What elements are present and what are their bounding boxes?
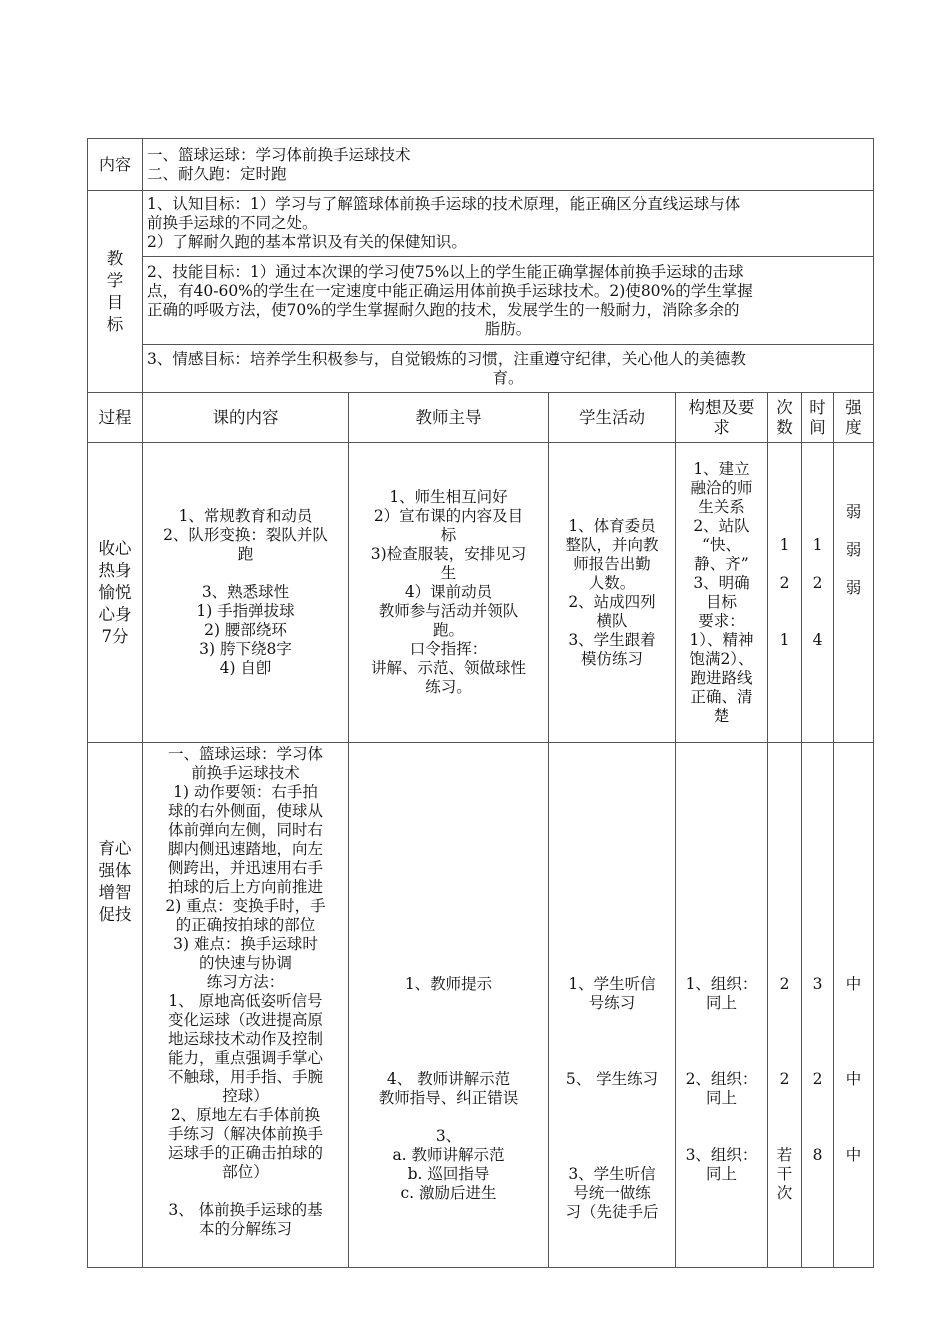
spacer [353, 994, 544, 1051]
content-label: 内容 [88, 139, 143, 191]
goals-label-char: 教 [106, 248, 124, 268]
duration-value: 2 [812, 573, 823, 592]
warmup-student [549, 443, 676, 743]
warmup-duration [802, 443, 834, 743]
warmup-content [143, 443, 349, 743]
lesson-plan-table [87, 138, 874, 1268]
idea-line: 1、建立 [693, 459, 750, 478]
teacher-line: 练习。 [425, 678, 472, 696]
duration-value: 4 [812, 630, 823, 649]
student-line: 2、站成四列 [568, 592, 656, 611]
header-times [768, 393, 802, 443]
goal-skill [143, 257, 874, 345]
header-duration-char: 间 [809, 417, 826, 437]
teacher-line: 4、 教师讲解示范 [386, 1070, 511, 1088]
student-line: 师报告出勤 [573, 554, 651, 573]
content-line: 3、熟悉球性 [201, 583, 290, 601]
idea-line: 静、齐” [694, 554, 749, 573]
teacher-line: b. 巡回指导 [407, 1165, 490, 1183]
teacher-line: 讲解、示范、领做球性 [370, 659, 526, 677]
teacher-line: 3)检查服装，安排见习 [370, 545, 527, 563]
spacer [806, 1089, 829, 1146]
content-line: 一、篮球运球：学习体 [167, 745, 323, 763]
header-idea [676, 393, 768, 443]
teacher-line: 2）宣布课的内容及目 [373, 507, 524, 525]
content-line: 本的分解练习 [198, 1220, 292, 1238]
idea-line: 2、组织： [685, 1070, 758, 1088]
warmup-teacher [349, 443, 549, 743]
header-process: 过程 [88, 393, 143, 443]
idea-line: 跑进路线 [690, 668, 753, 687]
teacher-line: 教师参与活动并领队 [378, 602, 519, 620]
process-line: 育心 [98, 839, 132, 858]
main-duration [802, 743, 834, 1268]
teacher-line: 教师指导、纠正错误 [378, 1089, 519, 1107]
content-line: 拍球的后上方向前推进 [167, 878, 323, 896]
content-line: 2、原地左右手体前换 [170, 1106, 321, 1124]
header-idea-line: 构想及要 [688, 397, 755, 417]
student-line: 1、体育委员 [568, 516, 656, 535]
student-line: 3、学生跟着 [568, 630, 656, 649]
student-line: 人数。 [588, 573, 636, 592]
main-process [88, 743, 143, 1268]
goals-label-char: 标 [106, 314, 124, 334]
spacer [553, 1146, 671, 1165]
content-line: 运球手的正确击拍球的 [167, 1144, 323, 1162]
times-value: 2 [779, 1070, 790, 1088]
spacer [838, 1051, 869, 1070]
content-line: 3) 胯下绕8字 [199, 640, 292, 658]
header-idea-line: 求 [713, 417, 730, 437]
idea-line: 1）、精神 [689, 630, 754, 649]
spacer [353, 1108, 544, 1127]
idea-line: 3、明确 [693, 573, 750, 592]
content-line: 的正确按拍球的部位 [175, 916, 316, 934]
student-line: 号练习 [588, 994, 636, 1012]
content-line: 的快速与协调 [198, 954, 292, 972]
goal-affective [143, 345, 874, 393]
goal-line: 点，有40-60%的学生在一定速度中能正确运用体前换手运球技术。2)使80%的学生掌握 [147, 281, 753, 300]
header-duration-char: 时 [809, 397, 826, 417]
content-line: 跑 [237, 545, 254, 563]
spacer [772, 1051, 797, 1070]
idea-line: 1、组织： [685, 975, 758, 993]
spacer [772, 593, 797, 631]
idea-line: 2、站队 [693, 516, 750, 535]
warmup-intensity [834, 443, 874, 743]
teacher-line: 1、师生相互问好 [389, 488, 508, 506]
content-line: 1、 原地高低姿听信号 [168, 992, 323, 1010]
goals-label-char: 目 [106, 292, 124, 312]
warmup-idea [676, 443, 768, 743]
teacher-line: 1、教师提示 [404, 975, 493, 993]
content-line: 脚内侧迅速踏地，向左 [167, 840, 323, 858]
spacer [772, 994, 797, 1051]
idea-line: 目标 [705, 592, 737, 611]
content-line: 体前弹向左侧，同时右 [167, 821, 323, 839]
spacer [680, 1108, 763, 1146]
content-line: 不触球，用手指、手腕 [167, 1068, 323, 1086]
content-line: 二、耐久跑：定时跑 [147, 164, 287, 183]
content-line: 侧跨出，并迅速用右手 [167, 859, 323, 877]
content-line: 练习方法： [206, 973, 285, 991]
header-times-char: 数 [776, 417, 793, 437]
times-value: 次 [776, 1184, 793, 1202]
spacer [353, 1051, 544, 1070]
times-value: 2 [779, 975, 790, 993]
process-line: 强体 [98, 861, 132, 880]
duration-value: 8 [812, 1146, 823, 1164]
content-line: 地运球技术动作及控制 [167, 1030, 323, 1048]
teacher-line: a. 教师讲解示范 [392, 1146, 505, 1164]
content-line: 部位） [222, 1163, 269, 1181]
spacer [806, 1051, 829, 1070]
header-duration [802, 393, 834, 443]
idea-line: 同上 [705, 994, 737, 1012]
header-intensity-char: 强 [845, 397, 862, 417]
idea-line: 生关系 [698, 497, 745, 516]
teacher-line: c. 激励后进生 [400, 1184, 497, 1202]
process-line: 愉悦 [98, 582, 132, 602]
idea-line: 要求： [698, 611, 745, 630]
times-value: 1 [779, 535, 790, 554]
header-times-char: 次 [776, 397, 793, 417]
times-value: 干 [776, 1165, 793, 1183]
header-intensity-char: 度 [845, 417, 862, 437]
content-line: 控球） [222, 1087, 269, 1105]
main-content [143, 743, 349, 1268]
process-line: 热身 [98, 560, 132, 580]
duration-value: 3 [812, 975, 823, 993]
main-intensity [834, 743, 874, 1268]
student-line: 习（先徒手后 [565, 1203, 659, 1221]
goal-cognitive [143, 191, 874, 257]
intensity-value: 中 [845, 1070, 862, 1088]
idea-line: “快、 [702, 535, 741, 554]
process-line: 7分 [101, 626, 129, 646]
teacher-line: 生 [440, 564, 457, 582]
spacer [147, 564, 344, 583]
teacher-line: 跑。 [432, 621, 464, 639]
process-line: 心身 [98, 604, 132, 624]
content-line: 3) 难点：换手运球时 [173, 935, 318, 953]
goals-label [88, 191, 143, 393]
main-times [768, 743, 802, 1268]
times-value: 若 [776, 1146, 793, 1164]
spacer [553, 1089, 671, 1146]
spacer [838, 994, 869, 1051]
student-line: 号统一做练 [573, 1184, 651, 1202]
intensity-value: 弱 [845, 541, 862, 559]
idea-line: 楚 [713, 706, 730, 725]
goal-line: 3、情感目标：培养学生积极参与，自觉锻炼的习惯，注重遵守纪律，关心他人的美德教 [147, 349, 746, 368]
student-line: 1、学生听信 [568, 975, 656, 993]
content-line: 2) 腰部绕环 [204, 621, 287, 639]
spacer [553, 1013, 671, 1070]
main-student [549, 743, 676, 1268]
idea-line: 融洽的师 [690, 478, 753, 497]
student-line: 整队，并向教 [565, 535, 659, 554]
times-value: 1 [779, 630, 790, 649]
main-teacher [349, 743, 549, 1268]
intensity-value: 弱 [845, 579, 862, 597]
spacer [680, 1013, 763, 1070]
process-line: 增智 [98, 883, 132, 902]
duration-value: 1 [812, 535, 823, 554]
header-row [88, 393, 874, 443]
header-student: 学生活动 [549, 393, 676, 443]
content-line: 手练习（解决体前换手 [167, 1125, 323, 1143]
goal-line: 正确的呼吸方法，使70%的学生掌握耐久跑的技术，发展学生的一般耐力，消除多余的 [147, 300, 740, 319]
content-row [88, 139, 874, 191]
student-line: 横队 [596, 611, 628, 630]
student-line: 模仿练习 [580, 649, 643, 668]
warmup-times [768, 443, 802, 743]
duration-value: 2 [812, 1070, 823, 1088]
content-line: 4) 自卽 [219, 659, 272, 677]
content-line: 能力，重点强调手掌心 [167, 1049, 323, 1067]
process-line: 收心 [98, 538, 132, 558]
content-line: 1、常规教育和动员 [178, 507, 313, 525]
intensity-value: 弱 [845, 503, 862, 521]
idea-line: 正确、清 [690, 687, 753, 706]
content-line: 2、队形变换：裂队并队 [163, 526, 328, 544]
header-teacher: 教师主导 [349, 393, 549, 443]
content-line: 变化运球（改进提高原 [167, 1011, 323, 1029]
content-line: 1) 动作要领：右手拍 [173, 783, 318, 801]
spacer [838, 522, 869, 541]
goal-row-affective [88, 345, 874, 393]
spacer [806, 555, 829, 574]
spacer [772, 555, 797, 574]
spacer [838, 1089, 869, 1146]
goal-line: 前换手运球的不同之处。 [147, 214, 318, 232]
intensity-value: 中 [845, 975, 862, 993]
idea-line: 同上 [705, 1089, 737, 1107]
goals-label-char: 学 [106, 270, 124, 290]
teacher-line: 3、 [435, 1127, 462, 1145]
student-line: 3、学生听信 [568, 1165, 656, 1183]
spacer [147, 1182, 344, 1201]
content-line: 球的右外侧面，使球从 [167, 802, 323, 820]
goal-line: 1、认知目标：1）学习与了解篮球体前换手运球的技术原理，能正确区分直线运球与体 [147, 195, 741, 213]
content-line: 一、篮球运球：学习体前换手运球技术 [147, 145, 411, 164]
content-text [143, 139, 874, 191]
content-line: 1) 手指弹拔球 [196, 602, 295, 620]
spacer [772, 1089, 797, 1146]
goal-row-skill [88, 257, 874, 345]
content-line: 2) 重点：变换手时，手 [165, 897, 326, 915]
goal-line: 2）了解耐久跑的基本常识及有关的保健知识。 [147, 233, 467, 251]
intensity-value: 中 [845, 1146, 862, 1164]
content-line: 前换手运球技术 [191, 764, 300, 782]
times-value: 2 [779, 573, 790, 592]
goal-line: 育。 [492, 368, 524, 387]
teacher-line: 口令指挥： [409, 640, 488, 658]
student-line: 5、 学生练习 [565, 1070, 659, 1088]
spacer [806, 994, 829, 1051]
main-idea [676, 743, 768, 1268]
spacer [806, 593, 829, 631]
idea-line: 饱满2）、 [689, 649, 754, 668]
header-intensity [834, 393, 874, 443]
idea-line: 同上 [705, 1165, 737, 1183]
goal-row-cognitive [88, 191, 874, 257]
teacher-line: 4）课前动员 [404, 583, 493, 601]
goal-line: 脂肪。 [484, 319, 532, 338]
main-row [88, 743, 874, 1268]
warmup-process [88, 443, 143, 743]
teacher-line: 标 [440, 526, 457, 544]
goal-line: 2、技能目标：1）通过本次课的学习使75%以上的学生能正确掌握体前换手运球的击球 [147, 262, 744, 281]
spacer [838, 560, 869, 579]
content-line: 3、 体前换手运球的基 [168, 1201, 323, 1219]
warmup-row [88, 443, 874, 743]
header-content: 课的内容 [143, 393, 349, 443]
process-line: 促技 [98, 905, 132, 924]
idea-line: 3、组织： [685, 1146, 758, 1164]
